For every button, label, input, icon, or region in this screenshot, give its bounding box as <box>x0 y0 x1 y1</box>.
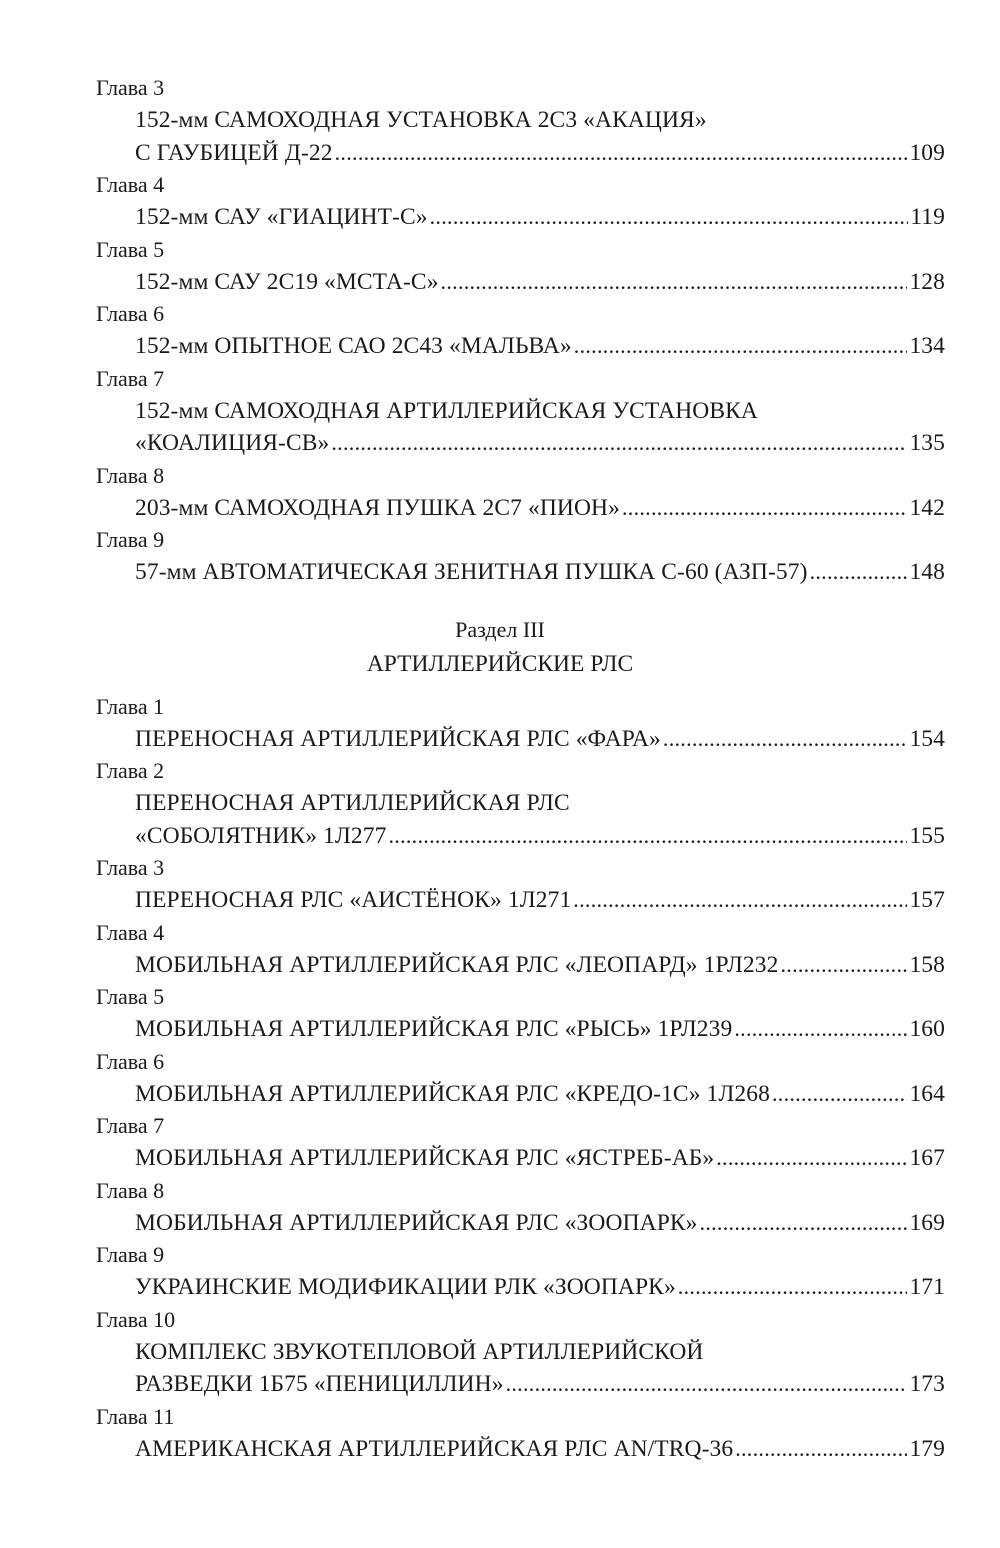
page-number[interactable]: 119 <box>910 204 945 230</box>
section-number: Раздел III <box>455 616 545 642</box>
chapter-title-line-with-page <box>135 1368 945 1401</box>
page-number[interactable]: 128 <box>909 268 945 295</box>
chapter-title-text: «КОАЛИЦИЯ-СВ» <box>135 430 330 456</box>
chapter-title-line-with-page <box>135 884 945 917</box>
chapter-title-line-with-page <box>135 820 945 853</box>
chapter-title-line-with-page <box>135 556 945 589</box>
toc-chapter <box>0 1046 1000 1111</box>
dot-leader <box>810 556 908 589</box>
chapter-label: Глава 6 <box>96 1048 165 1074</box>
chapter-entry[interactable] <box>135 201 945 234</box>
chapter-entry[interactable] <box>135 787 945 852</box>
chapter-title-text: ПЕРЕНОСНАЯ АРТИЛЛЕРИЙСКАЯ РЛС «ФАРА» <box>135 725 661 752</box>
chapter-title-line-with-page <box>135 1207 945 1240</box>
page-number[interactable]: 171 <box>909 1274 945 1300</box>
chapter-label: Глава 2 <box>96 758 165 783</box>
chapter-title-line: КОМПЛЕКС ЗВУКОТЕПЛОВОЙ АРТИЛЛЕРИЙСКОЙ <box>135 1338 704 1365</box>
dot-leader <box>506 1368 908 1401</box>
page-number[interactable]: 157 <box>909 887 945 913</box>
chapter-entry[interactable] <box>135 492 945 525</box>
chapter-title-line: 152-мм САМОХОДНАЯ АРТИЛЛЕРИЙСКАЯ УСТАНОВКА <box>135 397 758 424</box>
chapter-entry[interactable] <box>135 1336 945 1401</box>
chapter-title-text: 152-мм ОПЫТНОЕ САО 2С43 «МАЛЬВА» <box>135 333 572 359</box>
chapter-entry[interactable] <box>135 949 945 982</box>
toc-chapter <box>0 234 1000 299</box>
page-number[interactable]: 173 <box>909 1371 945 1397</box>
toc-chapter <box>0 755 1000 852</box>
chapter-entry[interactable] <box>135 1142 945 1175</box>
page-number[interactable]: 158 <box>909 951 945 978</box>
dot-leader <box>734 1013 907 1046</box>
dot-leader <box>772 1078 907 1111</box>
dot-leader <box>335 137 908 170</box>
toc-chapter <box>0 1110 1000 1175</box>
chapter-title-line-with-page <box>135 1013 945 1046</box>
chapter-title-text: 57-мм АВТОМАТИЧЕСКАЯ ЗЕНИТНАЯ ПУШКА С-60 (АЗП-57) <box>135 559 808 585</box>
toc-chapter <box>0 691 1000 756</box>
chapter-entry[interactable] <box>135 395 945 460</box>
toc-part-b <box>0 691 1000 1466</box>
chapter-label: Глава 9 <box>96 1242 165 1267</box>
chapter-title-line-with-page <box>135 137 945 170</box>
chapter-label: Глава 8 <box>96 1177 165 1203</box>
chapter-label: Глава 5 <box>96 984 165 1009</box>
toc-chapter <box>0 1401 1000 1466</box>
chapter-entry[interactable] <box>135 723 945 756</box>
chapter-label: Глава 3 <box>96 855 165 880</box>
chapter-title-line-with-page <box>135 723 945 756</box>
chapter-label: Глава 4 <box>96 172 165 197</box>
chapter-title-line-with-page <box>135 266 945 299</box>
dot-leader <box>574 330 908 363</box>
toc-chapter <box>0 298 1000 363</box>
section-title: АРТИЛЛЕРИЙСКИЕ РЛС <box>366 650 634 677</box>
toc-chapter <box>0 1239 1000 1304</box>
chapter-title-text: «СОБОЛЯТНИК» 1Л277 <box>135 822 387 849</box>
chapter-label: Глава 8 <box>96 462 165 488</box>
toc-chapter <box>0 460 1000 525</box>
chapter-title-text: МОБИЛЬНАЯ АРТИЛЛЕРИЙСКАЯ РЛС «ЛЕОПАРД» 1РЛ232 <box>135 951 779 978</box>
chapter-label: Глава 7 <box>96 1113 165 1138</box>
chapter-label: Глава 4 <box>96 919 165 945</box>
section-heading <box>0 613 1000 681</box>
toc-chapter <box>0 363 1000 460</box>
page-number[interactable]: 169 <box>909 1209 945 1236</box>
dot-leader <box>573 884 907 917</box>
chapter-label: Глава 6 <box>96 301 165 326</box>
dot-leader <box>388 820 907 853</box>
dot-leader <box>678 1271 908 1304</box>
page-number[interactable]: 160 <box>909 1016 945 1042</box>
page-number[interactable]: 135 <box>909 430 945 456</box>
dot-leader <box>780 949 907 982</box>
chapter-title-line-with-page <box>135 949 945 982</box>
chapter-title-text: ПЕРЕНОСНАЯ РЛС «АИСТЁНОК» 1Л271 <box>135 887 572 913</box>
chapter-title-text: МОБИЛЬНАЯ АРТИЛЛЕРИЙСКАЯ РЛС «КРЕДО-1С» 1Л268 <box>135 1080 770 1107</box>
toc-chapter <box>0 72 1000 169</box>
chapter-title-line-with-page <box>135 1271 945 1304</box>
dot-leader <box>663 723 908 756</box>
chapter-title-text: С ГАУБИЦЕЙ Д-22 <box>135 139 333 166</box>
chapter-label: Глава 3 <box>96 75 165 100</box>
chapter-label: Глава 11 <box>96 1403 175 1429</box>
toc-chapter <box>0 852 1000 917</box>
chapter-title-text: 152-мм САУ «ГИАЦИНТ-С» <box>135 204 428 230</box>
chapter-entry[interactable] <box>135 1013 945 1046</box>
chapter-label: Глава 1 <box>96 693 165 719</box>
chapter-title-text: УКРАИНСКИЕ МОДИФИКАЦИИ РЛК «ЗООПАРК» <box>135 1274 676 1300</box>
toc-chapter <box>0 981 1000 1046</box>
chapter-title-line-with-page <box>135 1078 945 1111</box>
page-number[interactable]: 154 <box>909 725 945 752</box>
chapter-title-text: МОБИЛЬНАЯ АРТИЛЛЕРИЙСКАЯ РЛС «ЯСТРЕБ-АБ» <box>135 1145 715 1171</box>
page-number[interactable]: 167 <box>909 1145 945 1171</box>
chapter-title-text: АМЕРИКАНСКАЯ АРТИЛЛЕРИЙСКАЯ РЛС AN/TRQ-36 <box>135 1435 734 1462</box>
dot-leader <box>716 1142 907 1175</box>
chapter-title-text: РАЗВЕДКИ 1Б75 «ПЕНИЦИЛЛИН» <box>135 1371 504 1397</box>
page-number[interactable]: 134 <box>909 333 945 359</box>
page-number[interactable]: 109 <box>909 139 945 166</box>
dot-leader <box>700 1207 908 1240</box>
chapter-title-line: ПЕРЕНОСНАЯ АРТИЛЛЕРИЙСКАЯ РЛС <box>135 790 570 816</box>
chapter-title-line-with-page <box>135 201 945 234</box>
chapter-title-text: МОБИЛЬНАЯ АРТИЛЛЕРИЙСКАЯ РЛС «РЫСЬ» 1РЛ239 <box>135 1016 733 1042</box>
chapter-title-text: 203-мм САМОХОДНАЯ ПУШКА 2С7 «ПИОН» <box>135 494 620 521</box>
page-number[interactable]: 179 <box>909 1435 945 1462</box>
chapter-entry[interactable] <box>135 1078 945 1111</box>
page-number[interactable]: 148 <box>909 559 945 585</box>
chapter-title-line: 152-мм САМОХОДНАЯ УСТАНОВКА 2С3 «АКАЦИЯ» <box>135 107 707 133</box>
toc-chapter <box>0 917 1000 982</box>
chapter-entry[interactable] <box>135 1207 945 1240</box>
dot-leader <box>441 266 908 299</box>
chapter-title-line-with-page <box>135 330 945 363</box>
chapter-label: Глава 5 <box>96 236 165 262</box>
chapter-title-line-with-page <box>135 1433 945 1466</box>
chapter-entry[interactable] <box>135 1433 945 1466</box>
chapter-label: Глава 10 <box>96 1306 176 1332</box>
chapter-entry[interactable] <box>135 884 945 917</box>
chapter-label: Глава 9 <box>96 527 165 552</box>
chapter-entry[interactable] <box>135 330 945 363</box>
dot-leader <box>331 427 907 460</box>
toc-part-a <box>0 72 1000 589</box>
dot-leader <box>735 1433 907 1466</box>
chapter-entry[interactable] <box>135 104 945 169</box>
table-of-contents <box>0 72 1000 1465</box>
chapter-label: Глава 7 <box>96 365 165 391</box>
dot-leader <box>430 201 909 234</box>
toc-chapter <box>0 524 1000 589</box>
chapter-title-line-with-page <box>135 427 945 460</box>
page-number[interactable]: 155 <box>909 822 945 849</box>
chapter-entry[interactable] <box>135 266 945 299</box>
toc-chapter <box>0 1175 1000 1240</box>
chapter-title-text: 152-мм САУ 2С19 «МСТА-С» <box>135 268 439 295</box>
chapter-entry[interactable] <box>135 556 945 589</box>
chapter-title-line-with-page <box>135 492 945 525</box>
dot-leader <box>622 492 907 525</box>
toc-chapter <box>0 169 1000 234</box>
page-number[interactable]: 164 <box>909 1080 945 1107</box>
chapter-entry[interactable] <box>135 1271 945 1304</box>
toc-chapter <box>0 1304 1000 1401</box>
chapter-title-text: МОБИЛЬНАЯ АРТИЛЛЕРИЙСКАЯ РЛС «ЗООПАРК» <box>135 1209 698 1236</box>
chapter-title-line-with-page <box>135 1142 945 1175</box>
page-number[interactable]: 142 <box>909 494 945 521</box>
